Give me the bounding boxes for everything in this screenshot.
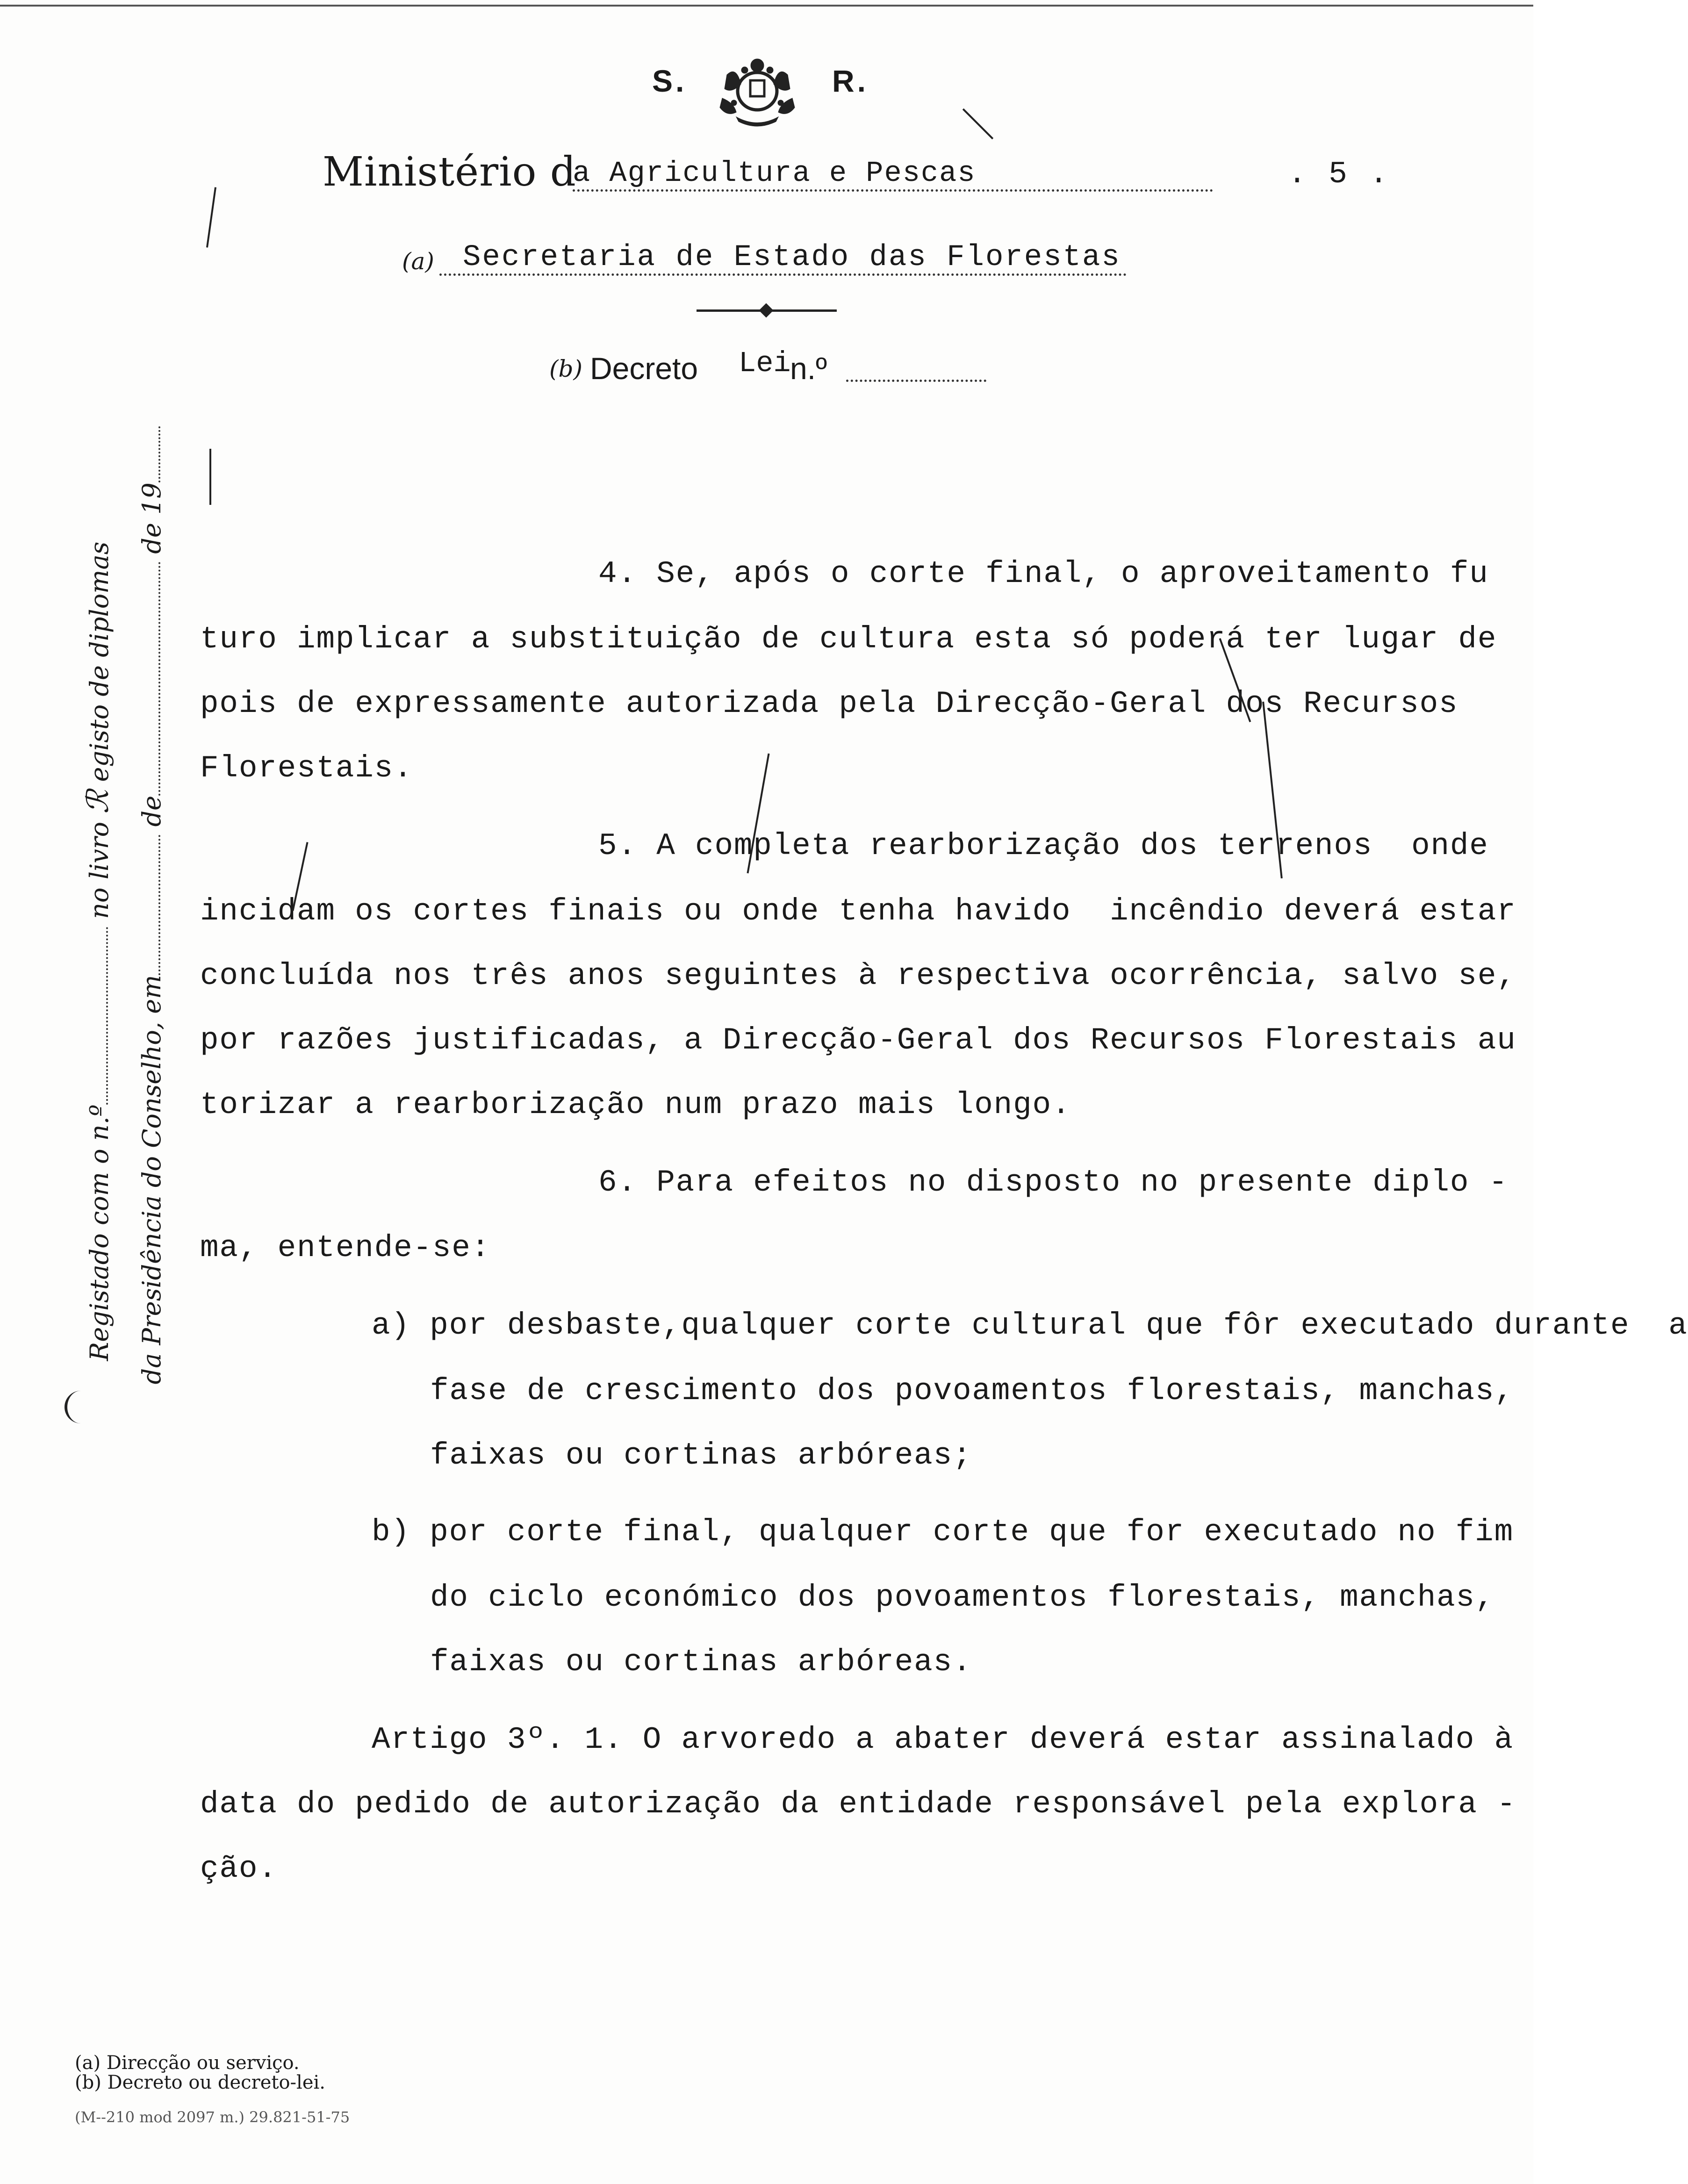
item-a-line-3: faixas ou cortinas arbóreas; <box>430 1438 972 1473</box>
ministry-prefix: Ministério d <box>323 149 576 195</box>
header-left-letter: S. <box>652 64 687 98</box>
margin-line2-blank-a <box>158 835 160 975</box>
decree-type: Lei <box>739 347 791 380</box>
p4-line-2: turo implicar a substituição de cultura esta só poderá ter lugar de <box>200 622 1497 657</box>
print-code: (M--210 mod 2097 m.) 29.821-51-75 <box>75 2108 350 2126</box>
item-a-line-2: fase de crescimento dos povoamentos florestais, manchas, <box>430 1373 1514 1408</box>
decree-label: Decreto <box>590 351 698 386</box>
margin-registration-line-2 <box>108 482 166 1416</box>
page-number: . 5 . <box>1288 157 1390 192</box>
ministry-name: a Agricultura e Pescas <box>573 157 976 190</box>
margin-line2-suffix: de 19 <box>137 482 166 554</box>
footnote-marker-b: (b) <box>549 355 583 382</box>
p6-line-2: ma, entende-se: <box>200 1230 491 1265</box>
margin-registration-line-1 <box>51 514 115 1393</box>
p5-line-1: 5. A completa rearborização dos terrenos onde <box>598 828 1489 863</box>
top-rule <box>0 5 1533 7</box>
item-b-line-1: b) por corte final, qualquer corte que for executado no fim <box>372 1515 1514 1550</box>
ministry-dotted-line <box>573 189 1213 192</box>
article-3-line-2: data do pedido de autorização da entidade responsável pela explora - <box>200 1787 1516 1822</box>
margin-handwritten-mark: ℛ <box>81 790 115 814</box>
margin-line1-prefix: Registado com o n.º <box>85 1104 114 1361</box>
margin-line1-suffix: egisto de diplomas <box>85 541 114 782</box>
stray-pen-mark <box>209 449 211 505</box>
p5-line-4: por razões justificadas, a Direcção-Geral dos Recursos Florestais au <box>200 1023 1516 1058</box>
footnote-marker-a: (a) <box>402 248 434 275</box>
p4-line-4: Florestais. <box>200 751 413 786</box>
department-name: Secretaria de Estado das Florestas <box>463 241 1121 274</box>
footnote-b: (b) Decreto ou decreto-lei. <box>75 2072 326 2093</box>
item-b-line-3: faixas ou cortinas arbóreas. <box>430 1645 972 1680</box>
item-b-line-2: do ciclo económico dos povoamentos florestais, manchas, <box>430 1580 1495 1615</box>
p4-line-3: pois de expressamente autorizada pela Direcção-Geral dos Recursos <box>200 686 1458 721</box>
p6-line-1: 6. Para efeitos no disposto no presente diplo - <box>598 1165 1508 1200</box>
article-3-line-1: Artigo 3º. 1. O arvoredo a abater deverá estar assinalado à <box>372 1722 1514 1757</box>
p5-line-2: incidam os cortes finais ou onde tenha havido incêndio deverá estar <box>200 894 1516 929</box>
ornament-diamond <box>759 303 773 317</box>
p4-line-1: 4. Se, após o corte final, o aproveitamento fu <box>598 556 1489 591</box>
coat-of-arms-emblem <box>708 51 806 129</box>
decree-number-label: n.º <box>790 351 827 386</box>
margin-line2-middle: de <box>137 795 166 827</box>
stray-pen-mark <box>206 187 216 247</box>
margin-bracket <box>65 1391 86 1423</box>
margin-line2-blank-b <box>158 562 160 796</box>
department-dotted-line <box>439 273 1127 276</box>
margin-line1-middle: no livro <box>85 821 114 919</box>
footnote-a: (a) Direcção ou serviço. <box>75 2052 300 2074</box>
decree-number-dotted-line <box>846 380 986 382</box>
header-right-letter: R. <box>832 64 869 98</box>
margin-line2-prefix: da Presidência do Conselho, em <box>137 975 166 1385</box>
article-3-line-3: ção. <box>200 1851 278 1886</box>
stray-pen-mark <box>963 108 993 139</box>
p5-line-5: torizar a rearborização num prazo mais longo. <box>200 1087 1071 1122</box>
p5-line-3: concluída nos três anos seguintes à respectiva ocorrência, salvo se, <box>200 958 1516 993</box>
item-a-line-1: a) por desbaste,qualquer corte cultural que fôr executado durante a <box>372 1308 1688 1343</box>
margin-line2-blank-c <box>158 426 160 482</box>
